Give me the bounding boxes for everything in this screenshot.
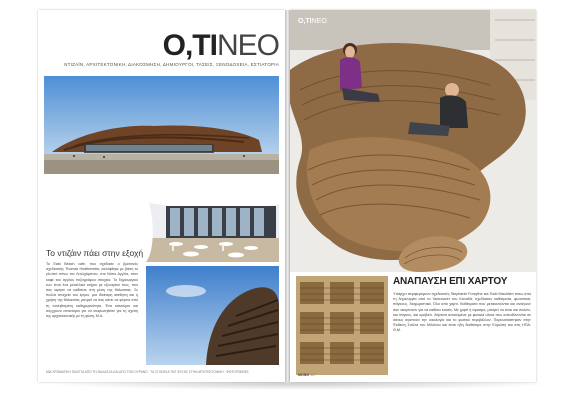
photo-caption: ΜΙΑ ΧΡΩΜΑΤΙΚΗ ΠΑΛΕΤΑ ΑΠΟ ΤΗ ΘΑΛΑΣΣΑ ΚΑΙ ΑΠΟ ΤΟΝ ΟΥΡΑΝΟ · ΤΑ ΣΤΟΙΧΕΙΑ ΤΗΣ ΦΥΣΗΣ ΣΤΗΝ ΑΡΧΙΤΕΚΤΟΝΙΚΗ · ΦΩΤΟΓΡΑΦΙΕΣ <box>46 370 249 374</box>
article-body: Το East Beach cafe, που σχεδίασε ο βρετανός σχεδιαστής Thomas Heatherwick, καλύφθηκε με βάση το γλυπτό πάνω τον Λιττλχάμπτον, στο Νότιο Αγγλία, στον καφέ του άγγλου πεζογράφου στοιχεία. Το δημιουργικό των είναι ένα μεταλλικό κτήριο με εξωτερικό τους, που σας αφήνει να καθίσετε στη μέση της θάλασσας. Σε πολλά στοιχεία του έργου, μια ιδιαίτερη αίσθηση και η χρήση της θάλασσας μπορεί να σας κάνει να φύγετε από τη συνηθισμένη καθημερινότητα. Ένα καινούριο και σύγχρονο εστιατόριο για να αναρωτηθείτε για τη σχέση της αρχιτεκτονικής με τη φύση. M.A. <box>46 262 138 319</box>
article-title: Το ντιζάιν πάει στην εξοχή <box>46 248 144 258</box>
sculpture-photo <box>146 266 279 365</box>
cafe-interior-photo <box>146 192 279 262</box>
section-title <box>162 29 279 62</box>
masthead <box>38 10 285 72</box>
section-title-bold: O,TI <box>162 29 217 62</box>
building-photo <box>44 76 279 174</box>
page-folio <box>298 373 316 377</box>
article-title-right: ΑΝΑΠΑΥΣΗ ΕΠΙ ΧΑΡΤΟΥ <box>393 276 508 287</box>
folio-brand: ΜΟΝΟ <box>298 373 310 377</box>
page-logo-thin: NEO <box>311 18 327 25</box>
paper-furniture-photo <box>290 10 536 272</box>
page-logo <box>298 18 327 25</box>
article-body-right: Υπάρχει περιφερόμενο σχεδιαστές Stephanie Forsythe και Todd MacAllen πίσω από τη δημιουργία από το Vancouver του Καναδά, σχεδίασαν καθίσματα, φωτιστικά, πάγκους, διαχωριστικά. Όλα από χαρτί. Καθίσματα που μετακινούνται και ανοίγουν σαν ακορντεόν για να καθίσει κανείς. Με χαρτί ή ύφασμα, μπορεί να είναι και σαλόνι, και πάγκος, και κρεβάτι. Χάρτινα αντικείμενα με φυσικά υλικά που απευθύνονται σε όσους αγαπούν την οικολογία και το φυσικό περιβάλλον. Παρουσιάστηκαν στην Έκθεση Σαλόνι του Μιλάνου και είναι ήδη διαθέσιμα στην Ευρώπη και στις ΗΠΑ. Θ.Μ. <box>393 292 531 333</box>
right-page <box>290 10 536 382</box>
left-page <box>38 10 285 382</box>
section-title-thin: NEO <box>216 29 279 62</box>
folio-page-number: 127 <box>310 373 317 377</box>
page-logo-bold: O,TI <box>298 18 312 25</box>
paper-stools-photo <box>296 276 388 375</box>
section-subtitle: ΝΤΙΖΑΪΝ, ΑΡΧΙΤΕΚΤΟΝΙΚΗ, ΔΙΑΚΟΣΜΗΣΗ, ΔΗΜΙΟΥΡΓΟΙ, ΤΑΣΕΙΣ, ΞΕΝΟΔΟΧΕΙΑ, ΕΣΤΙΑΤΟΡΙΑ <box>64 62 279 67</box>
magazine-spread <box>26 10 556 395</box>
